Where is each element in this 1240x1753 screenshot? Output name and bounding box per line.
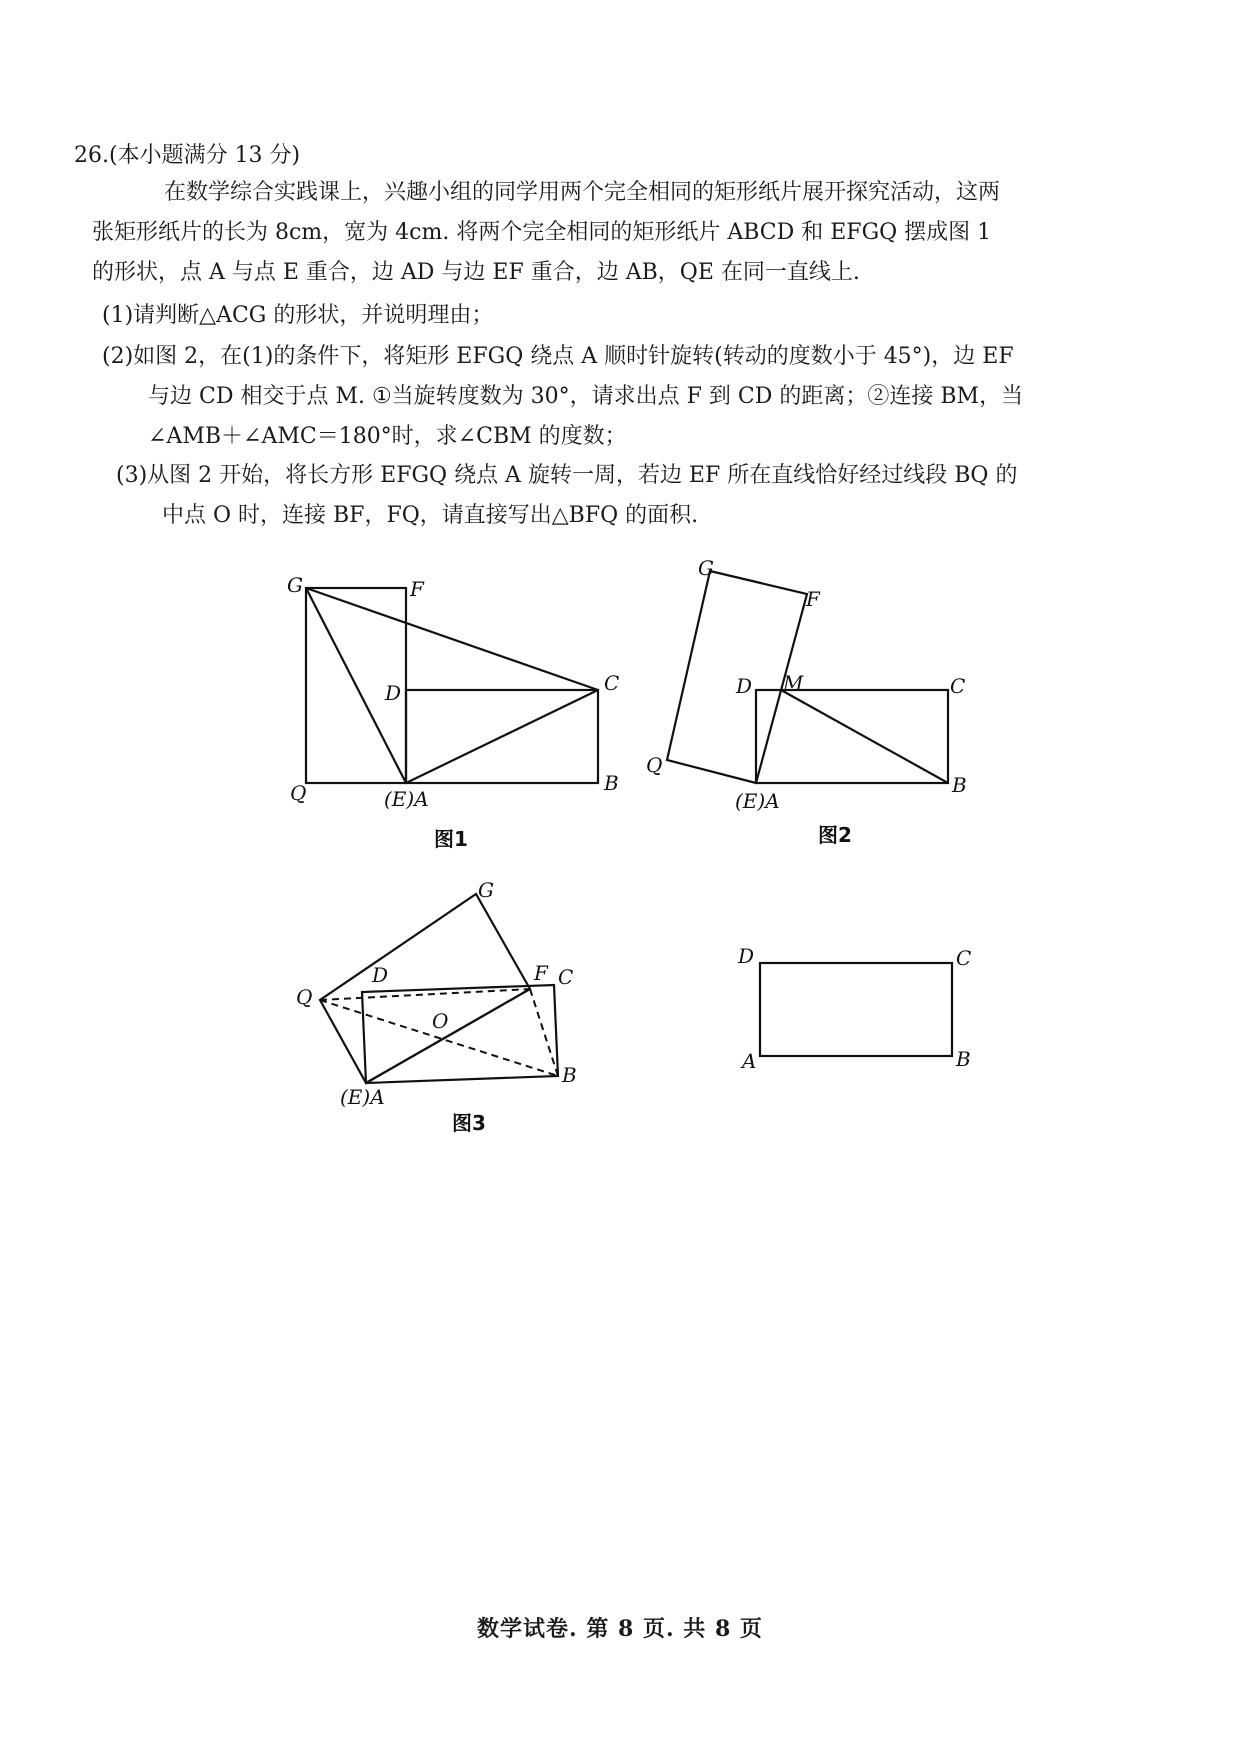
label-ea: (E)A	[340, 1085, 385, 1109]
part-2-line: (2)如图 2，在(1)的条件下，将矩形 EFGQ 绕点 A 顺时针旋转(转动的度数小于 45°)，边 EF	[102, 344, 1014, 369]
part-2-line: ∠AMB＋∠AMC＝180°时，求∠CBM 的度数；	[148, 424, 627, 449]
label-f: F	[410, 577, 424, 601]
label-b: B	[956, 1047, 971, 1071]
part-2-line: 与边 CD 相交于点 M. ①当旋转度数为 30°，请求出点 F 到 CD 的距离；②连接 BM，当	[148, 384, 1024, 409]
intro-line: 在数学综合实践课上，兴趣小组的同学用两个完全相同的矩形纸片展开探究活动，这两	[164, 180, 1001, 205]
part-1: (1)请判断△ACG 的形状，并说明理由；	[102, 303, 494, 328]
label-c: C	[956, 946, 972, 970]
label-q: Q	[646, 753, 663, 777]
caption-fig1: 图1	[434, 827, 468, 851]
label-d: D	[385, 681, 402, 705]
part-3-line: (3)从图 2 开始，将长方形 EFGQ 绕点 A 旋转一周，若边 EF 所在直线恰好经过线段 BQ 的	[116, 463, 1018, 488]
label-c: C	[950, 674, 966, 698]
intro-line: 的形状，点 A 与点 E 重合，边 AD 与边 EF 重合，边 AB，QE 在同一直线上.	[92, 260, 860, 285]
label-ea: (E)A	[735, 789, 780, 813]
label-o: O	[432, 1009, 449, 1033]
label-b: B	[562, 1063, 577, 1087]
label-c: C	[558, 965, 574, 989]
intro-line: 张矩形纸片的长为 8cm，宽为 4cm. 将两个完全相同的矩形纸片 ABCD 和 EFGQ 摆成图 1	[92, 220, 992, 245]
page-footer: 数学试卷. 第 8 页. 共 8 页	[477, 1616, 763, 1642]
label-b: B	[952, 773, 967, 797]
label-m: M	[783, 671, 804, 695]
label-d: D	[738, 944, 755, 968]
label-g: G	[698, 556, 714, 580]
label-q: Q	[296, 985, 313, 1009]
label-f: F	[806, 587, 820, 611]
label-d: D	[736, 674, 753, 698]
label-g: G	[478, 878, 494, 902]
label-b: B	[604, 771, 619, 795]
label-a: A	[742, 1049, 757, 1073]
caption-fig2: 图2	[818, 823, 852, 847]
label-f: F	[534, 961, 548, 985]
label-c: C	[604, 671, 620, 695]
question-header: 26.(本小题满分 13 分)	[74, 143, 301, 168]
label-ea: (E)A	[384, 787, 429, 811]
caption-fig3: 图3	[452, 1111, 486, 1135]
label-q: Q	[290, 781, 307, 805]
part-3-line: 中点 O 时，连接 BF，FQ，请直接写出△BFQ 的面积.	[162, 503, 699, 528]
label-g: G	[287, 573, 303, 597]
rectangle-abcd	[760, 963, 952, 1056]
label-d: D	[372, 963, 389, 987]
